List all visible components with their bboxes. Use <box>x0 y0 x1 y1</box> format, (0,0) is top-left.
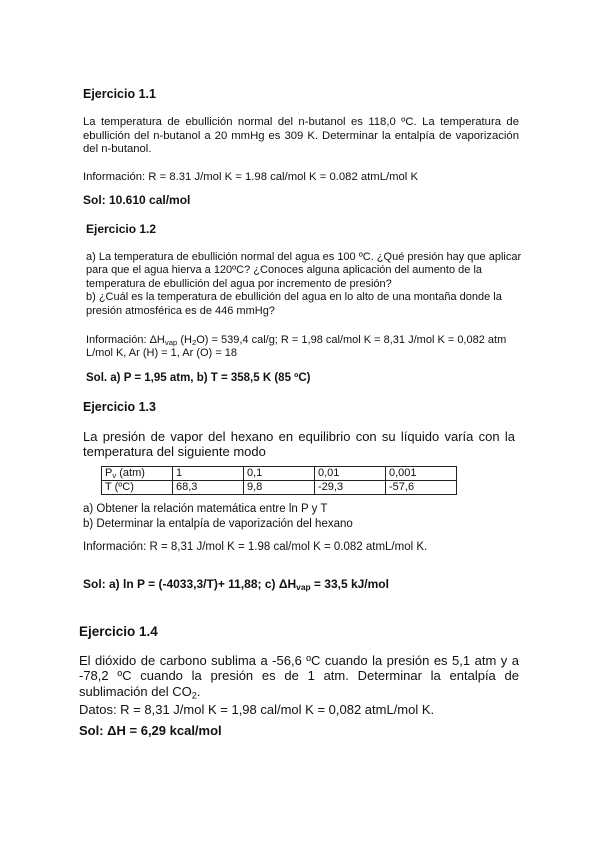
exercise-1-4-data: Datos: R = 8,31 J/mol K = 1,98 cal/mol K = 0,082 atmL/mol K. <box>79 702 435 717</box>
exercise-1-4-statement: El dióxido de carbono sublima a -56,6 ºC cuando la presión es 5,1 atm y a -78,2 ºC cuando la presión es de 1 atm. Determinar la entalpía de sublimación del $CO_2$. <box>79 653 519 701</box>
table-row <box>102 467 457 481</box>
exercise-1-4-solution: Sol: ΔH = 6,29 kcal/mol <box>79 723 222 738</box>
vapor-pressure-table <box>101 466 457 495</box>
exercise-1-3-item-a: a) Obtener la relación matemática entre ln P y T <box>83 503 328 515</box>
exercise-1-2-info: Información: $\Delta H_{vap}$ $(H_2O) = 539,4$ cal/g; R = 1,98 cal/mol K = 8,31 J/mol K = 0,082 atm L/mol K, Ar (H) = 1, Ar (O) = 18 <box>86 334 507 360</box>
table-cell: 1 <box>173 467 244 481</box>
table-header-temperature: T (ºC) <box>102 481 173 495</box>
exercise-1-3-title: Ejercicio 1.3 <box>83 400 156 414</box>
table-header-pressure: $P_v$ (atm) <box>102 467 173 481</box>
exercise-1-3-solution: Sol: a) ln P = (-4033,3/T)+ 11,88; c) $\Delta H_{vap} = 33,5$ kJ/mol <box>83 577 389 593</box>
exercise-1-2-title: Ejercicio 1.2 <box>86 222 157 236</box>
table-cell: 68,3 <box>173 481 244 495</box>
exercise-1-2-part-a: a) La temperatura de ebullición normal del agua es 100 ºC. ¿Qué presión hay que aplicar para que el agua hierva a 120ºC? ¿Conoces alguna aplicación del aumento de la temperatura de ebullición del agua por incremento de presión? <box>86 251 522 290</box>
exercise-1-3-item-b: b) Determinar la entalpía de vaporización del hexano <box>83 518 353 530</box>
exercise-1-3-info: Información: R = 8,31 J/mol K = 1.98 cal/mol K = 0.082 atmL/mol K. <box>83 541 428 553</box>
exercise-1-2-part-b: b) ¿Cuál es la temperatura de ebullición del agua en lo alto de una montaña donde la presión atmosférica es de 446 mmHg? <box>86 291 502 317</box>
table-cell: 0,1 <box>244 467 315 481</box>
table-cell: 0,001 <box>386 467 457 481</box>
exercise-1-3-statement: La presión de vapor del hexano en equilibrio con su líquido varía con la temperatura del siguiente modo <box>83 429 515 460</box>
table-cell: -57,6 <box>386 481 457 495</box>
table-cell: 9,8 <box>244 481 315 495</box>
exercise-1-1-solution: Sol: 10.610 cal/mol <box>83 193 191 207</box>
table-cell: -29,3 <box>315 481 386 495</box>
exercise-1-2-solution: Sol. a) P = 1,95 atm, b) T = 358,5 K (85 ºC) <box>86 372 311 384</box>
table-row <box>102 481 457 495</box>
exercise-1-4-title: Ejercicio 1.4 <box>79 624 158 639</box>
exercise-1-1-info: Información: R = 8.31 J/mol K = 1.98 cal/mol K = 0.082 atmL/mol K <box>83 171 418 183</box>
table-cell: 0,01 <box>315 467 386 481</box>
exercise-1-1-title: Ejercicio 1.1 <box>83 87 156 101</box>
exercise-1-1-statement: La temperatura de ebullición normal del n-butanol es 118,0 ºC. La temperatura de ebullición del n-butanol a 20 mmHg es 309 K. Determinar la entalpía de vaporización del n-butanol. <box>83 116 519 156</box>
exercise-1-2-statement <box>86 251 522 318</box>
